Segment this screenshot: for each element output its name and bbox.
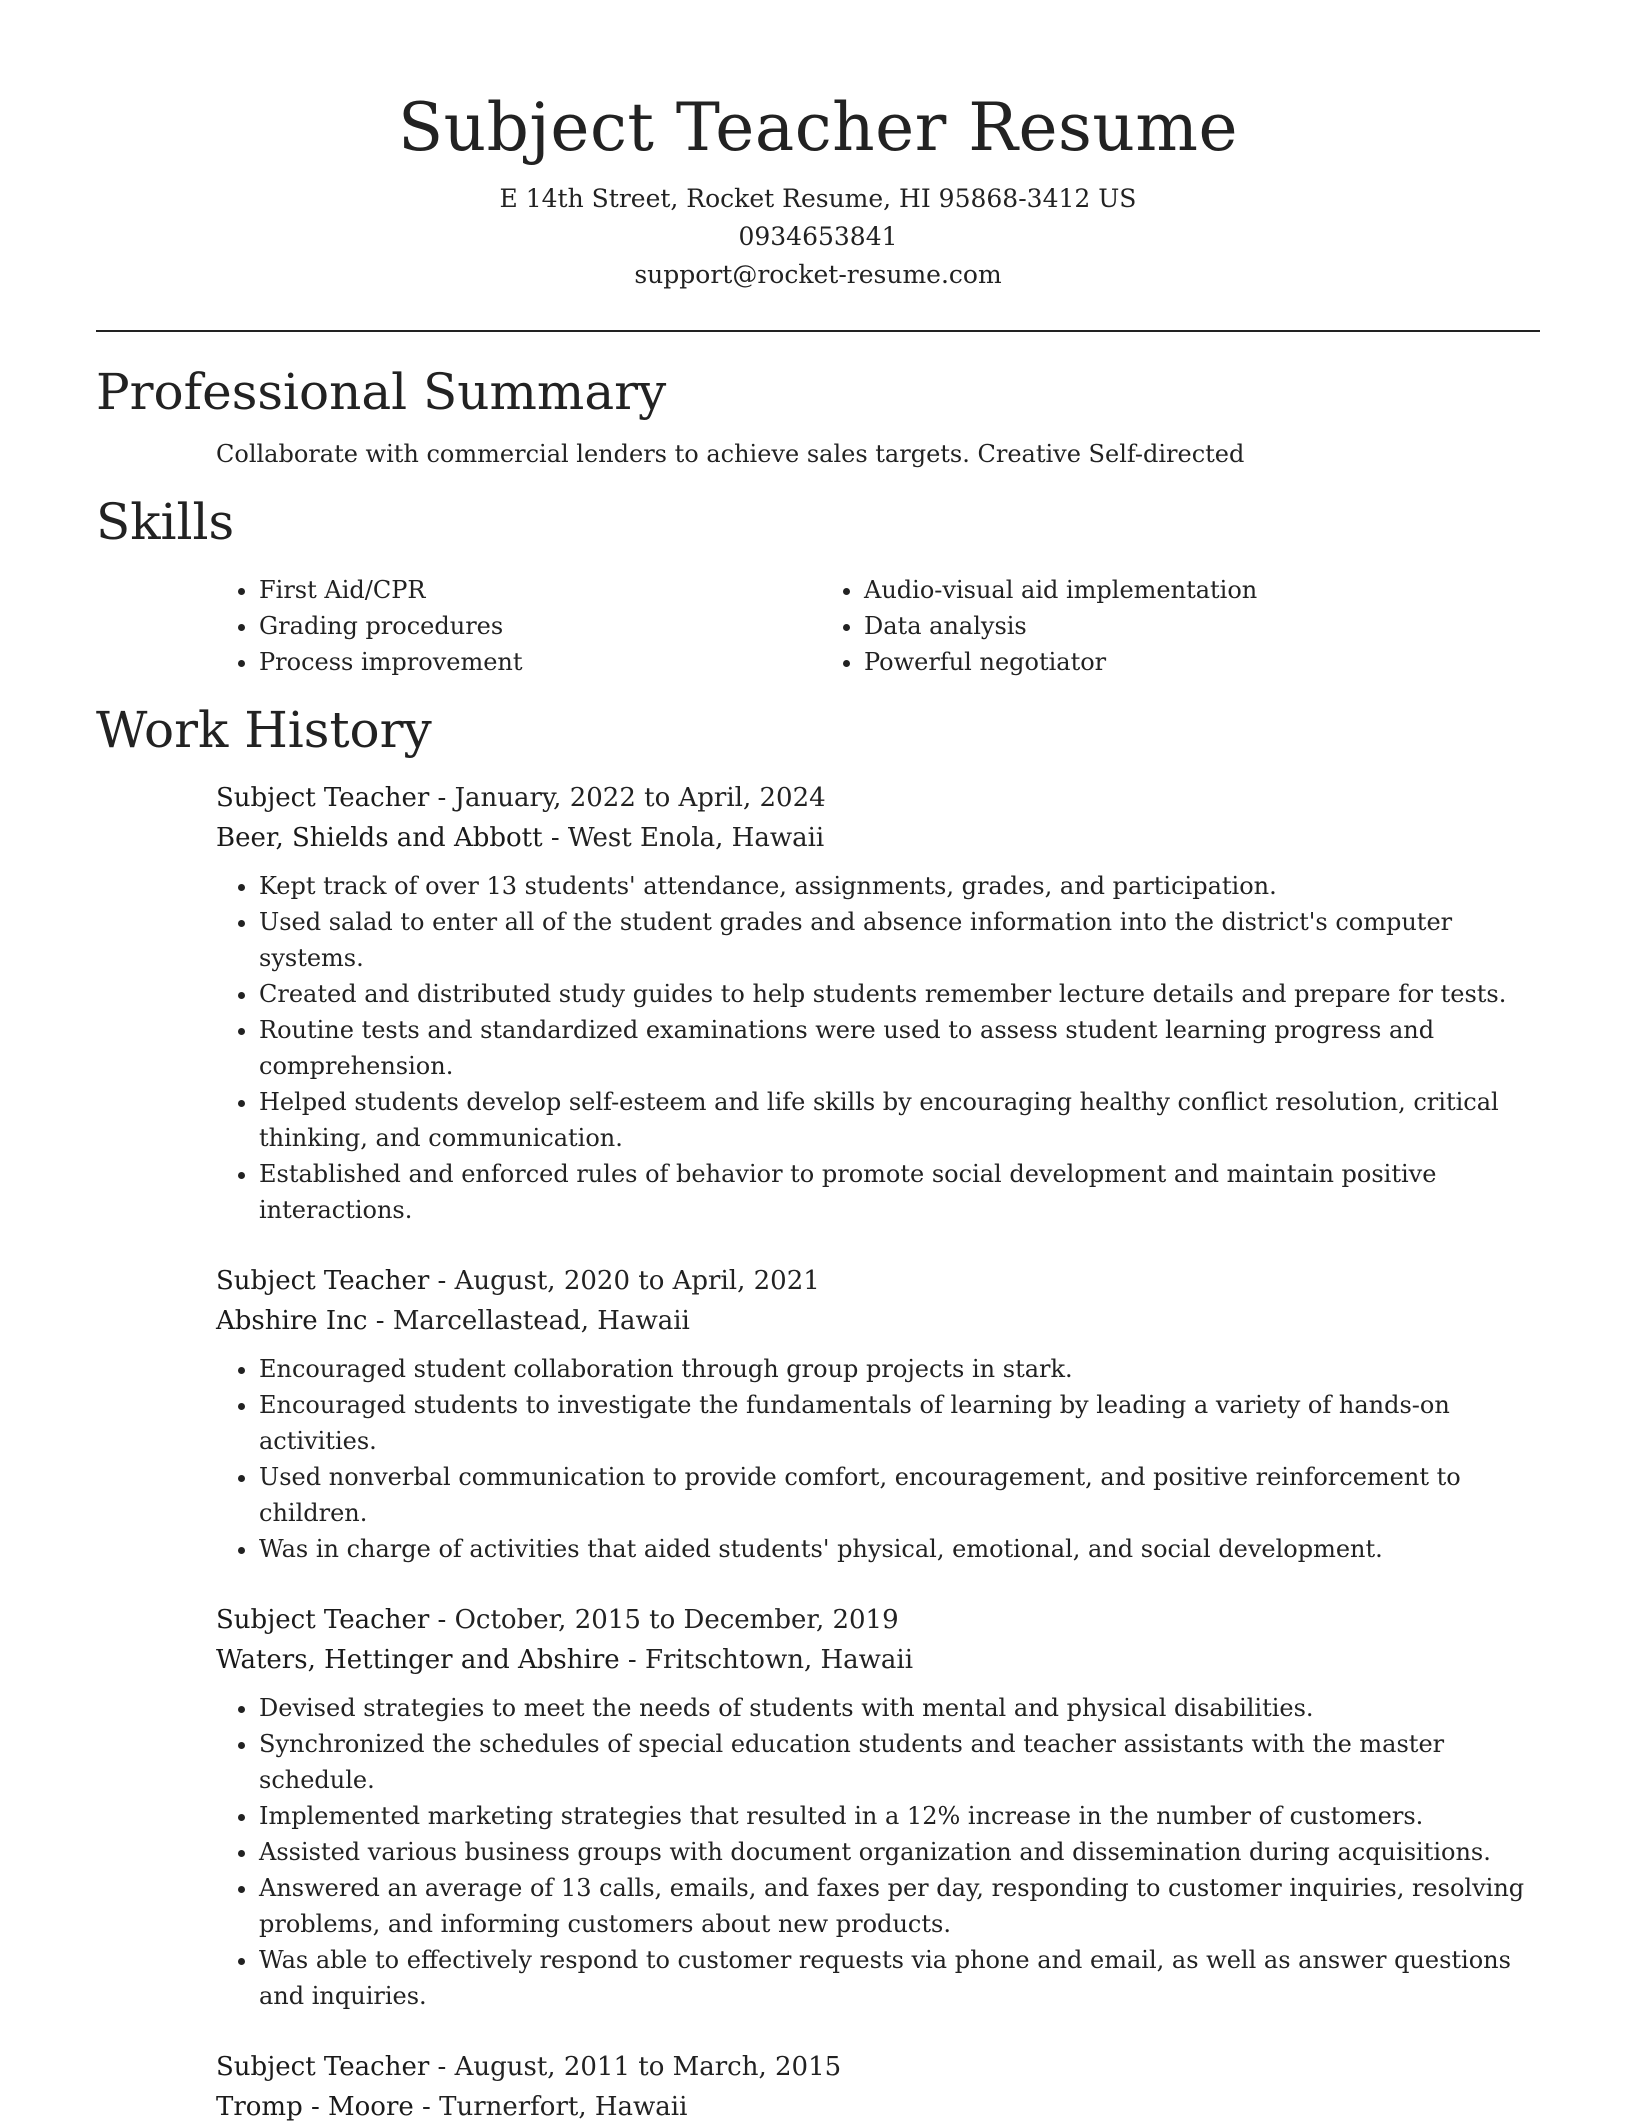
contact-email: support@rocket-resume.com: [634, 260, 1002, 289]
job-location: Marcellastead, Hawaii: [392, 1306, 690, 1336]
job-company: Tromp - Moore: [216, 2092, 414, 2122]
job-company-line: Waters, Hettinger and Abshire - Fritschtown, Hawaii: [216, 1645, 914, 1675]
list-item: • Devised strategies to meet the needs of students with mental and physical disabilities.: [259, 1690, 1540, 1726]
skill-item: • Powerful negotiator: [864, 644, 1426, 680]
job-title-line: Subject Teacher - August, 2011 to March, 2015: [216, 2052, 842, 2082]
header-divider: [96, 330, 1540, 332]
skill-item: • Data analysis: [864, 608, 1426, 644]
page-title: Subject Teacher Resume: [397, 89, 1239, 166]
list-item: • Kept track of over 13 students' attendance, assignments, grades, and participation.: [259, 868, 1540, 904]
job-title-line: Subject Teacher - October, 2015 to December, 2019: [216, 1605, 899, 1635]
job-entry: [216, 1261, 1540, 1567]
resume-page: [96, 0, 1540, 2127]
list-item: • Was in charge of activities that aided students' physical, emotional, and social development.: [259, 1531, 1540, 1567]
job-title: Subject Teacher: [216, 2052, 430, 2082]
work-history-section: [96, 698, 1540, 2127]
contact-phone: 0934653841: [738, 222, 898, 251]
job-bullets: [216, 868, 1540, 1228]
job-company-line: Beer, Shields and Abbott - West Enola, Hawaii: [216, 823, 825, 853]
job-title: Subject Teacher: [216, 1266, 430, 1296]
skills-section: [96, 490, 1540, 680]
list-item: • Assisted various business groups with document organization and dissemination during acquisitions.: [259, 1834, 1540, 1870]
job-entry: [216, 1600, 1540, 2014]
contact-address: E 14th Street, Rocket Resume, HI 95868-3412 US: [499, 184, 1137, 213]
job-company: Abshire Inc: [216, 1306, 368, 1336]
job-entry: [216, 2047, 1540, 2127]
section-heading-skills: Skills: [96, 493, 235, 551]
skill-item: • Audio-visual aid implementation: [864, 572, 1426, 608]
job-location: West Enola, Hawaii: [567, 823, 825, 853]
professional-summary-section: [96, 360, 1540, 472]
job-entry: [216, 778, 1540, 1228]
job-bullets: [216, 1351, 1540, 1567]
job-dates: October, 2015 to December, 2019: [454, 1605, 899, 1635]
job-company-line: Tromp - Moore - Turnerfort, Hawaii: [216, 2092, 688, 2122]
section-heading-summary: Professional Summary: [96, 363, 667, 421]
list-item: • Synchronized the schedules of special education students and teacher assistants with the master schedule.: [259, 1726, 1540, 1798]
job-bullets: [216, 1690, 1540, 2014]
job-dates: August, 2011 to March, 2015: [454, 2052, 842, 2082]
list-item: • Routine tests and standardized examinations were used to assess student learning progress and comprehension.: [259, 1012, 1540, 1084]
job-company: Beer, Shields and Abbott: [216, 823, 543, 853]
job-title: Subject Teacher: [216, 1605, 430, 1635]
list-item: • Created and distributed study guides to help students remember lecture details and prepare for tests.: [259, 976, 1540, 1012]
skills-column-right: [821, 572, 1426, 680]
job-location: Fritschtown, Hawaii: [644, 1645, 914, 1675]
skills-column-left: [216, 572, 821, 680]
skills-list: [216, 572, 1540, 680]
job-dates: August, 2020 to April, 2021: [454, 1266, 820, 1296]
section-heading-work: Work History: [96, 701, 432, 759]
skill-item: • First Aid/CPR: [259, 572, 821, 608]
list-item: • Encouraged student collaboration through group projects in stark.: [259, 1351, 1540, 1387]
contact-info: [96, 180, 1540, 294]
list-item: • Established and enforced rules of behavior to promote social development and maintain positive interactions.: [259, 1156, 1540, 1228]
list-item: • Was able to effectively respond to customer requests via phone and email, as well as answer questions and inquiries.: [259, 1942, 1540, 2014]
list-item: • Answered an average of 13 calls, emails, and faxes per day, responding to customer inquiries, resolving problems, and informing customers about new products.: [259, 1870, 1540, 1942]
job-company: Waters, Hettinger and Abshire: [216, 1645, 620, 1675]
job-title-line: Subject Teacher - January, 2022 to April, 2024: [216, 783, 826, 813]
job-location: Turnerfort, Hawaii: [439, 2092, 688, 2122]
list-item: • Used nonverbal communication to provide comfort, encouragement, and positive reinforcement to children.: [259, 1459, 1540, 1531]
list-item: • Implemented marketing strategies that resulted in a 12% increase in the number of customers.: [259, 1798, 1540, 1834]
job-title-line: Subject Teacher - August, 2020 to April, 2021: [216, 1266, 820, 1296]
job-title: Subject Teacher: [216, 783, 430, 813]
resume-header: [96, 0, 1540, 294]
list-item: • Helped students develop self-esteem and life skills by encouraging healthy conflict resolution, critical thinking, and communication.: [259, 1084, 1540, 1156]
job-company-line: Abshire Inc - Marcellastead, Hawaii: [216, 1306, 690, 1336]
skill-item: • Process improvement: [259, 644, 821, 680]
list-item: • Encouraged students to investigate the fundamentals of learning by leading a variety of hands-on activities.: [259, 1387, 1540, 1459]
skill-item: • Grading procedures: [259, 608, 821, 644]
list-item: • Used salad to enter all of the student grades and absence information into the district's computer systems.: [259, 904, 1540, 976]
job-dates: January, 2022 to April, 2024: [454, 783, 826, 813]
summary-text: Collaborate with commercial lenders to achieve sales targets. Creative Self-directed: [216, 440, 1245, 468]
